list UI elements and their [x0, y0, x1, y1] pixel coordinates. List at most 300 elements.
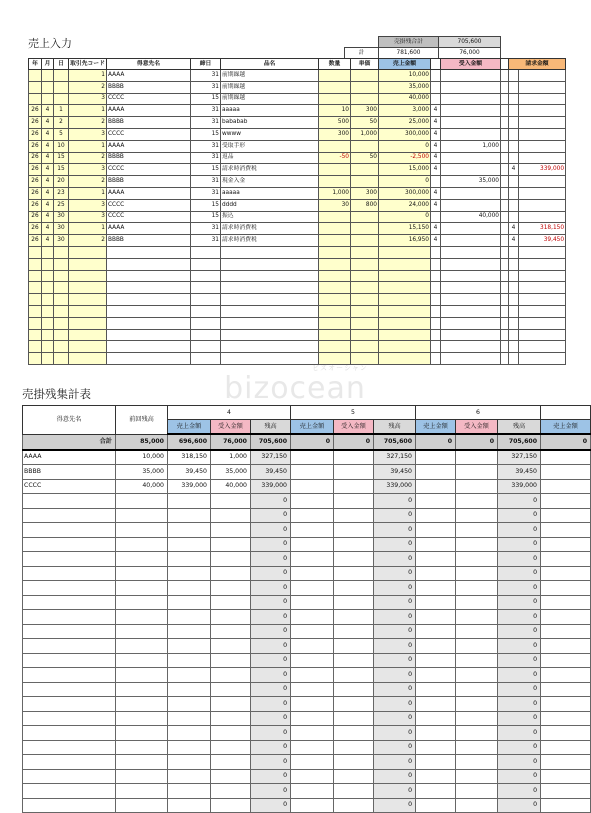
cell-next-month-sales-amount: [541, 581, 591, 596]
cell-quantity: [319, 282, 351, 294]
cell-month4-sales-amount: [168, 537, 211, 552]
cell-month5-balance: 0: [374, 740, 416, 755]
cell-sales-amount: 0: [379, 176, 431, 188]
cell-month6-received-amount: [456, 755, 498, 770]
cell-customer-name: BBBB: [107, 117, 191, 129]
cell-next-month-sales-amount: [541, 653, 591, 668]
cell-month4-received-amount: [211, 653, 251, 668]
cell-sales-month-flag: 4: [431, 223, 441, 235]
cell-billing-amount: [519, 70, 566, 82]
cell-year: 26: [29, 235, 42, 247]
customer-balance-row: [23, 479, 591, 494]
receivable-total-value: 705,600: [439, 37, 501, 48]
cell-item-name: 現金入金: [221, 176, 319, 188]
cell-month5-sales-amount: [291, 711, 334, 726]
cell-sales-month-flag: [431, 270, 441, 282]
cell-month5-balance: 0: [374, 784, 416, 799]
cell-year: 26: [29, 164, 42, 176]
cell-month4-balance: 0: [251, 784, 291, 799]
cell-month4-sales-amount: [168, 682, 211, 697]
cell-client-code: 3: [69, 199, 107, 211]
cell-sales-month-flag: [431, 294, 441, 306]
cell-year: [29, 93, 42, 105]
cell-month4-sales-amount: [168, 769, 211, 784]
empty-balance-row: [23, 755, 591, 770]
cell-spacer: [501, 282, 509, 294]
cell-month5-received-amount: [334, 653, 374, 668]
cell-year: [29, 353, 42, 365]
cell-previous-balance: [116, 711, 168, 726]
cell-sales-month-flag: 4: [431, 117, 441, 129]
cell-month6-received-amount: [456, 552, 498, 567]
cell-billing-month-flag: [509, 140, 519, 152]
header-customer-name: 得意先名: [23, 406, 116, 435]
cell-item-name: [221, 317, 319, 329]
cell-item-name: [221, 258, 319, 270]
cell-month6-sales-amount: [416, 769, 456, 784]
cell-month5-sales-amount: [291, 668, 334, 683]
cell-month5-received-amount: [334, 740, 374, 755]
cell-sales-amount: [379, 329, 431, 341]
cell-customer-name: [23, 508, 116, 523]
cell-sales-amount: 300,000: [379, 187, 431, 199]
cell-month6-sales-amount: [416, 653, 456, 668]
empty-entry-row: [29, 317, 566, 329]
cell-closing-day: 15: [191, 199, 221, 211]
cell-billing-month-flag: [509, 70, 519, 82]
cell-sales-amount: 10,000: [379, 70, 431, 82]
cell-month5-sales-amount: [291, 581, 334, 596]
cell-month4-sales-amount: [168, 697, 211, 712]
cell-billing-amount: [519, 187, 566, 199]
cell-client-code: 1: [69, 223, 107, 235]
cell-month6-sales-amount: [416, 595, 456, 610]
cell-customer-name: [23, 595, 116, 610]
cell-month5-received-amount: [334, 508, 374, 523]
cell-month6-balance: 0: [498, 769, 541, 784]
cell-day: [54, 270, 69, 282]
cell-billing-month-flag: [509, 105, 519, 117]
cell-month4-balance: 0: [251, 682, 291, 697]
cell-month6-balance: 0: [498, 610, 541, 625]
cell-month6-balance: 0: [498, 697, 541, 712]
cell-month6-received-amount: [456, 798, 498, 813]
cell-sales-month-flag: [431, 329, 441, 341]
empty-balance-row: [23, 581, 591, 596]
cell-day: 30: [54, 223, 69, 235]
cell-customer-name: [107, 317, 191, 329]
cell-previous-balance: [116, 682, 168, 697]
cell-month4-sales-amount: [168, 726, 211, 741]
cell-previous-balance: [116, 552, 168, 567]
cell-day: [54, 329, 69, 341]
cell-spacer: [501, 164, 509, 176]
cell-month4-balance: 0: [251, 769, 291, 784]
cell-client-code: 1: [69, 187, 107, 199]
cell-billing-month-flag: [509, 117, 519, 129]
cell-year: 26: [29, 128, 42, 140]
cell-sales-amount: 15,150: [379, 223, 431, 235]
header-previous-balance: 前回残高: [116, 406, 168, 435]
cell-year: [29, 305, 42, 317]
empty-entry-row: [29, 294, 566, 306]
cell-month6-received-amount: [456, 581, 498, 596]
cell-month: [42, 282, 54, 294]
cell-month5-received-amount: [334, 624, 374, 639]
cell-closing-day: 31: [191, 105, 221, 117]
cell-previous-balance: 85,000: [116, 434, 168, 450]
cell-unit-price: [351, 341, 379, 353]
empty-entry-row: [29, 246, 566, 258]
receivable-total-row: [23, 434, 591, 450]
cell-previous-balance: [116, 610, 168, 625]
cell-sales-month-flag: [431, 258, 441, 270]
cell-month5-received-amount: [334, 552, 374, 567]
cell-item-name: 請求時消費税: [221, 235, 319, 247]
cell-year: 26: [29, 140, 42, 152]
cell-next-month-sales-amount: [541, 566, 591, 581]
cell-sales-month-flag: [431, 70, 441, 82]
cell-item-name: [221, 341, 319, 353]
cell-next-month-sales-amount: [541, 639, 591, 654]
cell-closing-day: [191, 305, 221, 317]
cell-month: 4: [42, 211, 54, 223]
cell-month4-balance: 0: [251, 711, 291, 726]
cell-next-month-sales-amount: [541, 711, 591, 726]
cell-month6-balance: 0: [498, 726, 541, 741]
cell-customer-name: AAAA: [107, 70, 191, 82]
cell-month4-sales-amount: [168, 798, 211, 813]
cell-received-amount: [441, 270, 501, 282]
cell-received-amount: [441, 246, 501, 258]
cell-unit-price: [351, 246, 379, 258]
cell-month5-sales-amount: 0: [291, 434, 334, 450]
cell-unit-price: [351, 270, 379, 282]
cell-month4-sales-amount: [168, 581, 211, 596]
cell-month6-received-amount: [456, 523, 498, 538]
cell-day: [54, 305, 69, 317]
cell-billing-month-flag: [509, 317, 519, 329]
cell-closing-day: [191, 282, 221, 294]
cell-month6-received-amount: [456, 668, 498, 683]
cell-customer-name: AAAA: [107, 187, 191, 199]
cell-client-code: 2: [69, 81, 107, 93]
cell-spacer: [501, 211, 509, 223]
cell-quantity: [319, 341, 351, 353]
cell-month6-balance: 0: [498, 537, 541, 552]
cell-day: [54, 294, 69, 306]
cell-billing-month-flag: [509, 199, 519, 211]
cell-client-code: 3: [69, 128, 107, 140]
sales-entry-row: [29, 164, 566, 176]
cell-customer-name: [23, 740, 116, 755]
cell-previous-balance: [116, 639, 168, 654]
cell-month4-sales-amount: [168, 508, 211, 523]
cell-month5-balance: 0: [374, 639, 416, 654]
cell-item-name: bababab: [221, 117, 319, 129]
cell-month5-sales-amount: [291, 479, 334, 494]
header-balance: 残高: [374, 420, 416, 435]
cell-month4-balance: 0: [251, 668, 291, 683]
empty-entry-row: [29, 353, 566, 365]
cell-previous-balance: [116, 740, 168, 755]
cell-customer-name: [107, 329, 191, 341]
cell-customer-name: CCCC: [107, 128, 191, 140]
cell-sales-amount: -2,500: [379, 152, 431, 164]
cell-month: 4: [42, 140, 54, 152]
cell-client-code: 3: [69, 211, 107, 223]
cell-month4-balance: 705,600: [251, 434, 291, 450]
header-sales-amount: 売上金額: [379, 59, 431, 70]
cell-month4-sales-amount: [168, 784, 211, 799]
cell-month5-received-amount: 0: [334, 434, 374, 450]
cell-year: 26: [29, 152, 42, 164]
cell-month4-balance: 0: [251, 755, 291, 770]
cell-customer-name: BBBB: [107, 152, 191, 164]
cell-sales-month-flag: 4: [431, 128, 441, 140]
cell-month4-received-amount: [211, 552, 251, 567]
cell-month5-sales-amount: [291, 610, 334, 625]
cell-month4-balance: 0: [251, 523, 291, 538]
cell-item-name: aaaaa: [221, 105, 319, 117]
cell-month: 4: [42, 187, 54, 199]
cell-month5-received-amount: [334, 450, 374, 465]
cell-month4-balance: 39,450: [251, 465, 291, 480]
cell-sales-amount: 24,000: [379, 199, 431, 211]
cell-received-amount: [441, 341, 501, 353]
cell-month5-sales-amount: [291, 494, 334, 509]
cell-client-code: [69, 329, 107, 341]
sales-input-table: [28, 58, 566, 365]
cell-month5-balance: 0: [374, 508, 416, 523]
cell-month5-balance: 0: [374, 769, 416, 784]
cell-customer-name: [107, 258, 191, 270]
cell-sales-amount: [379, 246, 431, 258]
sales-entry-row: [29, 140, 566, 152]
cell-month5-sales-amount: [291, 755, 334, 770]
cell-quantity: 300: [319, 128, 351, 140]
header-sales-amount: 売上金額: [168, 420, 211, 435]
cell-previous-balance: 35,000: [116, 465, 168, 480]
cell-month: [42, 329, 54, 341]
cell-month5-balance: 0: [374, 711, 416, 726]
cell-received-amount: [441, 317, 501, 329]
cell-month5-received-amount: [334, 769, 374, 784]
cell-month5-balance: 0: [374, 494, 416, 509]
cell-month: [42, 341, 54, 353]
cell-month: [42, 246, 54, 258]
sales-entry-row: [29, 176, 566, 188]
cell-previous-balance: [116, 784, 168, 799]
cell-billing-amount: [519, 105, 566, 117]
cell-month4-received-amount: [211, 566, 251, 581]
cell-sales-amount: [379, 270, 431, 282]
header-spacer: [501, 59, 509, 70]
cell-received-amount: [441, 105, 501, 117]
cell-month5-sales-amount: [291, 624, 334, 639]
cell-month6-balance: 0: [498, 798, 541, 813]
header-balance: 残高: [498, 420, 541, 435]
cell-sales-month-flag: [431, 176, 441, 188]
cell-month4-sales-amount: [168, 740, 211, 755]
cell-item-name: 前期繰越: [221, 81, 319, 93]
cell-month4-balance: 0: [251, 494, 291, 509]
sales-entry-row: [29, 235, 566, 247]
empty-balance-row: [23, 697, 591, 712]
cell-quantity: [319, 81, 351, 93]
cell-month5-balance: 0: [374, 668, 416, 683]
cell-billing-amount: [519, 128, 566, 140]
sales-entry-row: [29, 105, 566, 117]
cell-billing-amount: 39,450: [519, 235, 566, 247]
header-sales-amount: 売上金額: [416, 420, 456, 435]
cell-billing-month-flag: [509, 176, 519, 188]
cell-sales-month-flag: 4: [431, 235, 441, 247]
cell-next-month-sales-amount: [541, 668, 591, 683]
cell-billing-month-flag: [509, 152, 519, 164]
cell-month5-received-amount: [334, 639, 374, 654]
cell-next-month-sales-amount: 0: [541, 434, 591, 450]
cell-month6-sales-amount: [416, 798, 456, 813]
cell-spacer: [501, 81, 509, 93]
cell-month4-received-amount: [211, 508, 251, 523]
cell-month6-balance: 0: [498, 552, 541, 567]
cell-billing-amount: [519, 246, 566, 258]
empty-balance-row: [23, 726, 591, 741]
cell-billing-amount: [519, 317, 566, 329]
cell-closing-day: [191, 329, 221, 341]
empty-entry-row: [29, 258, 566, 270]
cell-quantity: [319, 140, 351, 152]
empty-balance-row: [23, 566, 591, 581]
cell-month: 4: [42, 105, 54, 117]
cell-day: [54, 317, 69, 329]
cell-next-month-sales-amount: [541, 479, 591, 494]
cell-month5-balance: 0: [374, 610, 416, 625]
cell-billing-month-flag: [509, 258, 519, 270]
cell-month5-received-amount: [334, 523, 374, 538]
cell-month6-received-amount: [456, 740, 498, 755]
cell-received-amount: [441, 199, 501, 211]
cell-item-name: [221, 270, 319, 282]
cell-spacer: [501, 246, 509, 258]
cell-unit-price: 800: [351, 199, 379, 211]
cell-year: [29, 246, 42, 258]
cell-customer-name: AAAA: [107, 140, 191, 152]
cell-client-code: [69, 258, 107, 270]
watermark-kana: ビズオーシャン: [312, 364, 368, 372]
cell-month6-received-amount: [456, 610, 498, 625]
cell-unit-price: [351, 282, 379, 294]
cell-month5-balance: 0: [374, 798, 416, 813]
receivable-summary-table: [22, 405, 591, 813]
cell-year: 26: [29, 211, 42, 223]
cell-spacer: [501, 329, 509, 341]
cell-year: 26: [29, 187, 42, 199]
cell-month4-received-amount: [211, 523, 251, 538]
cell-sales-month-flag: [431, 93, 441, 105]
cell-client-code: 1: [69, 70, 107, 82]
cell-year: 26: [29, 176, 42, 188]
cell-month4-received-amount: [211, 537, 251, 552]
cell-received-amount: [441, 152, 501, 164]
cell-sales-amount: 25,000: [379, 117, 431, 129]
cell-customer-name: [23, 624, 116, 639]
cell-month: 4: [42, 117, 54, 129]
header-spacer: [431, 59, 441, 70]
cell-month6-sales-amount: [416, 726, 456, 741]
cell-month4-received-amount: [211, 711, 251, 726]
sales-entry-row: [29, 199, 566, 211]
cell-month6-sales-amount: [416, 465, 456, 480]
empty-entry-row: [29, 341, 566, 353]
cell-month: 4: [42, 199, 54, 211]
empty-entry-row: [29, 329, 566, 341]
cell-closing-day: 15: [191, 164, 221, 176]
cell-month4-received-amount: [211, 595, 251, 610]
cell-client-code: 2: [69, 152, 107, 164]
header-quantity: 数量: [319, 59, 351, 70]
cell-next-month-sales-amount: [541, 740, 591, 755]
cell-client-code: 2: [69, 235, 107, 247]
empty-balance-row: [23, 798, 591, 813]
cell-client-code: [69, 353, 107, 365]
cell-received-amount: 1,000: [441, 140, 501, 152]
cell-month4-balance: 339,000: [251, 479, 291, 494]
cell-month6-sales-amount: [416, 755, 456, 770]
cell-billing-amount: [519, 199, 566, 211]
cell-month4-received-amount: [211, 668, 251, 683]
cell-spacer: [501, 317, 509, 329]
cell-unit-price: [351, 81, 379, 93]
cell-customer-name: [23, 798, 116, 813]
cell-month6-balance: 0: [498, 523, 541, 538]
cell-sales-month-flag: 4: [431, 187, 441, 199]
cell-sales-amount: [379, 305, 431, 317]
cell-closing-day: [191, 317, 221, 329]
cell-month4-received-amount: 40,000: [211, 479, 251, 494]
cell-received-amount: [441, 93, 501, 105]
cell-received-amount: 35,000: [441, 176, 501, 188]
cell-unit-price: [351, 235, 379, 247]
cell-month5-received-amount: [334, 465, 374, 480]
cell-customer-name: [107, 294, 191, 306]
cell-next-month-sales-amount: [541, 494, 591, 509]
cell-month6-balance: 0: [498, 508, 541, 523]
cell-month4-balance: 0: [251, 566, 291, 581]
cell-customer-name: BBBB: [107, 81, 191, 93]
header-billing-amount: 請求金額: [509, 59, 566, 70]
cell-month6-sales-amount: [416, 624, 456, 639]
cell-day: [54, 258, 69, 270]
cell-billing-month-flag: [509, 270, 519, 282]
cell-month5-balance: 0: [374, 624, 416, 639]
cell-received-amount: [441, 294, 501, 306]
cell-day: 15: [54, 152, 69, 164]
cell-quantity: 1,000: [319, 187, 351, 199]
empty-balance-row: [23, 639, 591, 654]
cell-month: [42, 317, 54, 329]
cell-unit-price: 50: [351, 152, 379, 164]
cell-billing-month-flag: [509, 211, 519, 223]
cell-billing-amount: [519, 270, 566, 282]
cell-day: [54, 246, 69, 258]
cell-month6-received-amount: [456, 537, 498, 552]
cell-month5-balance: 0: [374, 581, 416, 596]
cell-next-month-sales-amount: [541, 624, 591, 639]
cell-next-month-sales-amount: [541, 682, 591, 697]
sales-entry-row: [29, 70, 566, 82]
